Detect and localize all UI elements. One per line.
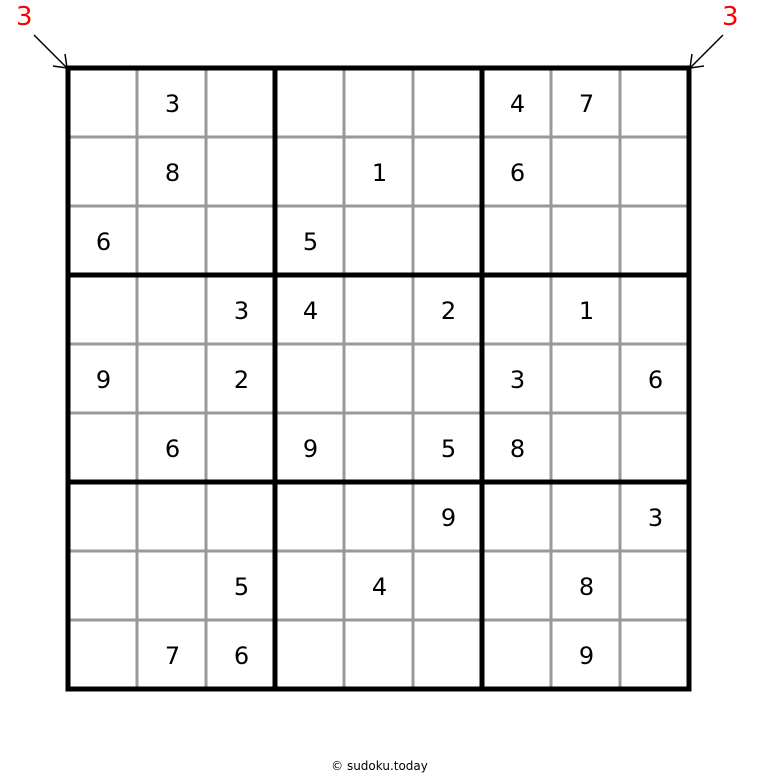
cell-r6-c8[interactable] xyxy=(552,414,621,483)
cell-r3-c2[interactable] xyxy=(138,207,207,276)
cell-r7-c5[interactable] xyxy=(345,483,414,552)
cell-r7-c9[interactable]: 3 xyxy=(647,503,664,532)
cell-r1-c2[interactable]: 3 xyxy=(164,89,181,118)
cell-r5-c9[interactable]: 6 xyxy=(647,365,664,394)
cell-r2-c3[interactable] xyxy=(207,138,276,207)
cell-r6-c9[interactable] xyxy=(621,414,690,483)
cell-r8-c6[interactable] xyxy=(414,552,483,621)
cell-r6-c3[interactable] xyxy=(207,414,276,483)
cell-r9-c3[interactable]: 6 xyxy=(233,641,250,670)
cell-r1-c9[interactable] xyxy=(621,69,690,138)
cell-r7-c2[interactable] xyxy=(138,483,207,552)
cell-r3-c3[interactable] xyxy=(207,207,276,276)
cell-r1-c3[interactable] xyxy=(207,69,276,138)
cell-r8-c7[interactable] xyxy=(483,552,552,621)
cell-r8-c8[interactable]: 8 xyxy=(578,572,595,601)
cell-r3-c4[interactable]: 5 xyxy=(302,227,319,256)
cell-r5-c8[interactable] xyxy=(552,345,621,414)
top-left-diagonal-clue: 3 xyxy=(16,2,33,32)
top-right-diagonal-clue: 3 xyxy=(722,2,739,32)
cell-r1-c1[interactable] xyxy=(69,69,138,138)
cell-r9-c5[interactable] xyxy=(345,621,414,690)
cell-r4-c2[interactable] xyxy=(138,276,207,345)
cell-r3-c1[interactable]: 6 xyxy=(95,227,112,256)
cell-r1-c6[interactable] xyxy=(414,69,483,138)
cell-r6-c1[interactable] xyxy=(69,414,138,483)
cell-r8-c2[interactable] xyxy=(138,552,207,621)
cell-r9-c6[interactable] xyxy=(414,621,483,690)
cell-r9-c2[interactable]: 7 xyxy=(164,641,181,670)
cell-r6-c2[interactable]: 6 xyxy=(164,434,181,463)
cell-r3-c6[interactable] xyxy=(414,207,483,276)
cell-r4-c5[interactable] xyxy=(345,276,414,345)
cell-r5-c5[interactable] xyxy=(345,345,414,414)
cell-r1-c4[interactable] xyxy=(276,69,345,138)
diagonal-arrows xyxy=(34,35,723,68)
cell-r6-c7[interactable]: 8 xyxy=(509,434,526,463)
cell-r5-c2[interactable] xyxy=(138,345,207,414)
cell-r5-c1[interactable]: 9 xyxy=(95,365,112,394)
cell-r9-c1[interactable] xyxy=(69,621,138,690)
cell-r5-c4[interactable] xyxy=(276,345,345,414)
cell-r9-c9[interactable] xyxy=(621,621,690,690)
cell-r5-c3[interactable]: 2 xyxy=(233,365,250,394)
cell-r4-c7[interactable] xyxy=(483,276,552,345)
cell-r8-c1[interactable] xyxy=(69,552,138,621)
right-diagonal-arrow-shaft xyxy=(690,35,723,68)
cell-r4-c6[interactable]: 2 xyxy=(440,296,457,325)
cell-r6-c4[interactable]: 9 xyxy=(302,434,319,463)
cell-r1-c8[interactable]: 7 xyxy=(578,89,595,118)
footer-credit: © sudoku.today xyxy=(331,759,428,773)
cell-r4-c4[interactable]: 4 xyxy=(302,296,319,325)
cell-r4-c3[interactable]: 3 xyxy=(233,296,250,325)
cell-r8-c3[interactable]: 5 xyxy=(233,572,250,601)
cell-r2-c2[interactable]: 8 xyxy=(164,158,181,187)
cell-r3-c8[interactable] xyxy=(552,207,621,276)
cell-r2-c9[interactable] xyxy=(621,138,690,207)
cell-r2-c7[interactable]: 6 xyxy=(509,158,526,187)
cell-r6-c5[interactable] xyxy=(345,414,414,483)
cell-r7-c7[interactable] xyxy=(483,483,552,552)
cell-r7-c6[interactable]: 9 xyxy=(440,503,457,532)
cell-r2-c8[interactable] xyxy=(552,138,621,207)
cell-r7-c8[interactable] xyxy=(552,483,621,552)
cell-r7-c3[interactable] xyxy=(207,483,276,552)
cell-r9-c7[interactable] xyxy=(483,621,552,690)
cell-r8-c5[interactable]: 4 xyxy=(371,572,388,601)
cell-r5-c7[interactable]: 3 xyxy=(509,365,526,394)
cell-r1-c5[interactable] xyxy=(345,69,414,138)
cell-r3-c7[interactable] xyxy=(483,207,552,276)
cell-r2-c5[interactable]: 1 xyxy=(371,158,388,187)
cell-r7-c1[interactable] xyxy=(69,483,138,552)
cell-r6-c6[interactable]: 5 xyxy=(440,434,457,463)
cell-r2-c4[interactable] xyxy=(276,138,345,207)
left-diagonal-arrow-shaft xyxy=(34,35,67,68)
cell-r1-c7[interactable]: 4 xyxy=(509,89,526,118)
cell-r9-c4[interactable] xyxy=(276,621,345,690)
cell-r5-c6[interactable] xyxy=(414,345,483,414)
cell-r7-c4[interactable] xyxy=(276,483,345,552)
cell-r4-c9[interactable] xyxy=(621,276,690,345)
cell-r8-c9[interactable] xyxy=(621,552,690,621)
cell-r4-c8[interactable]: 1 xyxy=(578,296,595,325)
cell-r8-c4[interactable] xyxy=(276,552,345,621)
cell-r4-c1[interactable] xyxy=(69,276,138,345)
cell-r3-c5[interactable] xyxy=(345,207,414,276)
cell-r3-c9[interactable] xyxy=(621,207,690,276)
cell-r2-c6[interactable] xyxy=(414,138,483,207)
cell-r2-c1[interactable] xyxy=(69,138,138,207)
cell-r9-c8[interactable]: 9 xyxy=(578,641,595,670)
